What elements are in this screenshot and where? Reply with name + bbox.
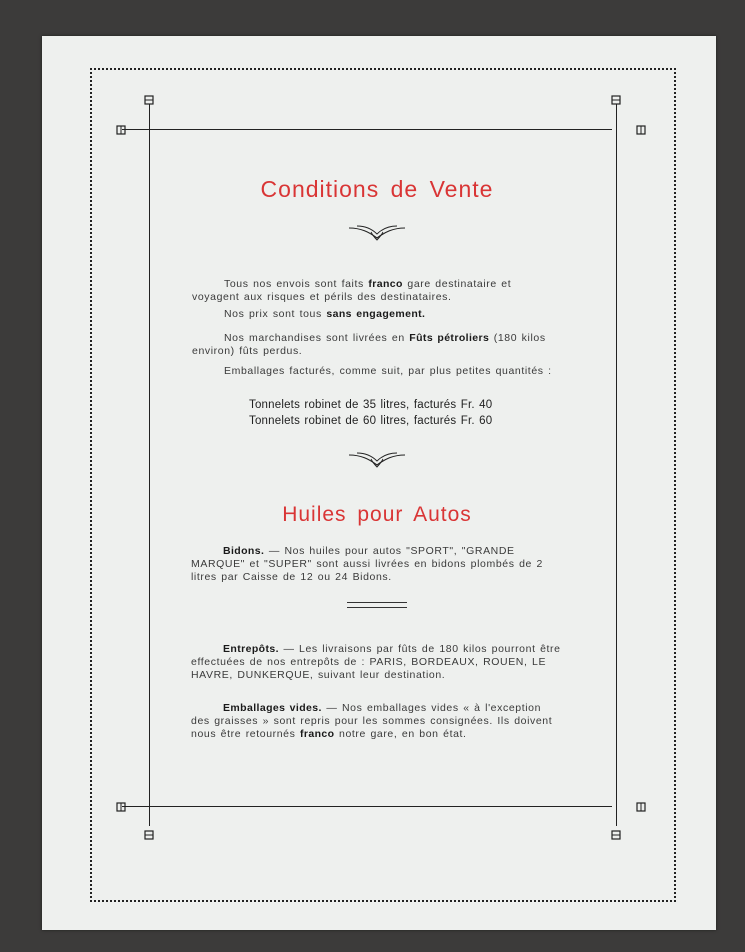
paragraph-emballages-vides bbox=[191, 702, 563, 741]
p1-text: Tous nos envois sont faits bbox=[224, 278, 369, 290]
corner-ornament-icon bbox=[115, 801, 127, 813]
corner-ornament-icon bbox=[610, 94, 622, 106]
bidons-bold: Bidons. bbox=[223, 545, 265, 557]
conditions-title: Conditions de Vente bbox=[260, 176, 494, 202]
paragraph-emballages bbox=[192, 365, 562, 378]
p2-text: Nos prix sont tous bbox=[224, 308, 327, 320]
bidons-text: — Nos huiles pour autos "SPORT", "GRANDE MARQUE" et "SUPER" sont aussi livrées en bidons plombés de 2 litres par Caisse de 12 ou 24 Bidons. bbox=[191, 545, 543, 583]
emballages-bold: Emballages vides. bbox=[223, 702, 322, 714]
p3-bold: Fûts pétroliers bbox=[409, 332, 490, 344]
entrepots-bold: Entrepôts. bbox=[223, 643, 279, 655]
tonnelet-line: Tonnelets robinet de 35 litres, facturés Fr. 40 bbox=[249, 399, 493, 411]
corner-ornament-icon bbox=[610, 829, 622, 841]
p1-text-end: gare destinataire et voyagent aux risques et périls des destinataires. bbox=[192, 278, 512, 303]
document-page bbox=[42, 36, 716, 930]
corner-ornament-icon bbox=[635, 801, 647, 813]
emballages-text-end: notre gare, en bon état. bbox=[334, 728, 467, 740]
corner-ornament-icon bbox=[115, 124, 127, 136]
bottom-rule bbox=[122, 806, 612, 807]
p3-text-end: (180 kilos environ) fûts perdus. bbox=[192, 332, 546, 357]
p1-bold: franco bbox=[368, 278, 403, 290]
flourish-ornament-icon bbox=[347, 449, 407, 469]
paragraph-marchandises bbox=[192, 332, 562, 358]
double-rule-divider bbox=[347, 602, 407, 608]
huiles-title: Huiles pour Autos bbox=[282, 503, 472, 526]
tonnelet-line: Tonnelets robinet de 60 litres, facturés Fr. 60 bbox=[249, 415, 493, 427]
corner-ornament-icon bbox=[143, 94, 155, 106]
paragraph-bidons bbox=[191, 545, 563, 584]
flourish-ornament-icon bbox=[347, 222, 407, 242]
corner-ornament-icon bbox=[635, 124, 647, 136]
left-rule bbox=[149, 104, 150, 826]
p3-text: Nos marchandises sont livrées en bbox=[224, 332, 410, 344]
paragraph-franco bbox=[192, 278, 562, 304]
emballages-franco-bold: franco bbox=[299, 728, 335, 740]
paragraph-prix bbox=[192, 308, 562, 321]
emballages-text: — Nos emballages vides « à l'exception des graisses » sont repris pour les sommes consignées. Ils doivent nous être retournés bbox=[191, 702, 553, 740]
p4-text: Emballages facturés, comme suit, par plus petites quantités : bbox=[224, 365, 552, 377]
paragraph-entrepots bbox=[191, 643, 563, 682]
p2-bold: sans engagement. bbox=[326, 308, 426, 320]
top-rule bbox=[122, 129, 612, 130]
corner-ornament-icon bbox=[143, 829, 155, 841]
entrepots-text: — Les livraisons par fûts de 180 kilos pourront être effectuées de nos entrepôts de : PARIS, BORDEAUX, ROUEN, LE HAVRE, DUNKERQUE, suivant leur destination. bbox=[191, 643, 561, 681]
right-rule bbox=[616, 104, 617, 826]
